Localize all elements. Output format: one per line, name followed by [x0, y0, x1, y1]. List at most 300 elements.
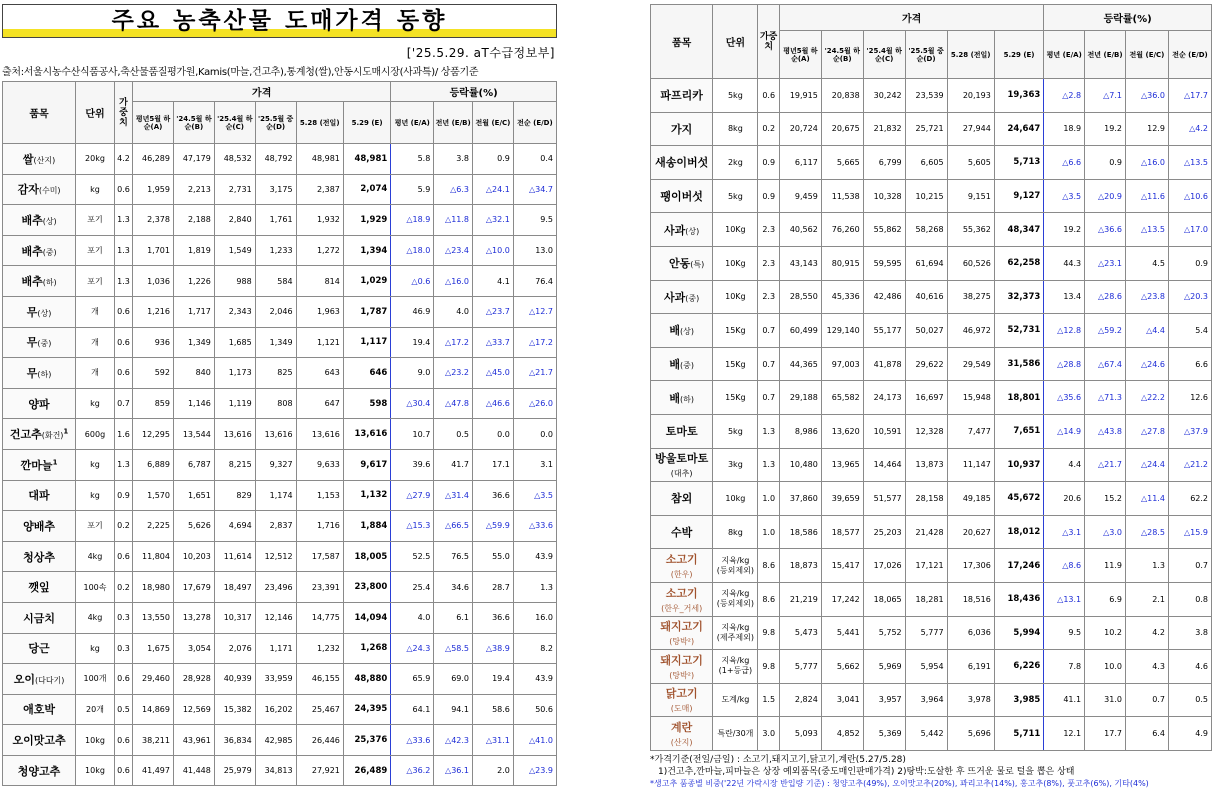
price-cell: 5,777 [905, 616, 947, 650]
price-cell: 55,362 [947, 213, 994, 247]
rate-cell: △47.8 [434, 388, 473, 419]
price-cell: 40,939 [214, 664, 255, 695]
price-cell: 18,516 [947, 582, 994, 616]
rate-cell: 17.1 [473, 449, 514, 480]
item-name-text: 오이맛고추 [12, 734, 66, 748]
item-name-text: 토마토 [665, 425, 698, 439]
price-today: 1,029 [343, 266, 390, 297]
rate-cell: 4.2 [1125, 616, 1168, 650]
rate-cell: 55.0 [473, 541, 514, 572]
rate-cell: 10.2 [1085, 616, 1126, 650]
price-cell: 13,278 [173, 602, 214, 633]
rate-cell: 9.5 [1044, 616, 1085, 650]
price-cell: 7,477 [947, 414, 994, 448]
item-name-text: 깻잎 [28, 581, 50, 595]
price-cell: 6,191 [947, 650, 994, 684]
price-cell: 16,697 [905, 381, 947, 415]
item-unit-text: 10Kg [725, 292, 746, 302]
item-name-text: 방울토마토 [655, 452, 709, 466]
price-cell: 28,550 [779, 280, 821, 314]
rate-cell: 64.1 [391, 694, 434, 725]
price-cell: 9,459 [779, 179, 821, 213]
footnote-marker: 1 [52, 458, 58, 467]
rate-cell: △11.4 [1125, 482, 1168, 516]
table-row [651, 582, 1212, 616]
item-name-text: 감자 [17, 183, 39, 197]
price-today: 32,373 [994, 280, 1044, 314]
price-cell: 23,391 [296, 572, 343, 603]
item-unit [76, 602, 115, 633]
price-cell: 8,986 [779, 414, 821, 448]
price-cell: 5,696 [947, 717, 994, 751]
item-unit [713, 246, 758, 280]
item-weight: 0.9 [114, 480, 132, 511]
item-unit-qualifier: (1+등급) [718, 666, 753, 676]
rate-cell: △6.3 [434, 174, 473, 205]
price-cell: 4,694 [214, 511, 255, 542]
item-unit-text: 포기 [87, 276, 103, 286]
header-rate-col: 전월 (E/C) [1125, 31, 1168, 79]
price-cell: 936 [133, 327, 174, 358]
price-cell: 1,226 [173, 266, 214, 297]
rate-cell: △24.4 [1125, 448, 1168, 482]
rate-cell: △37.9 [1168, 414, 1211, 448]
item-name-qualifier: (하) [37, 369, 52, 379]
price-cell: 12,512 [255, 541, 296, 572]
rate-cell: 0.4 [513, 144, 556, 175]
price-cell: 28,928 [173, 664, 214, 695]
price-cell: 6,036 [947, 616, 994, 650]
price-cell: 45,336 [821, 280, 863, 314]
item-name-qualifier: (중) [679, 361, 694, 371]
rate-cell: 6.6 [1168, 347, 1211, 381]
rate-cell: △23.1 [1085, 246, 1126, 280]
price-cell: 9,633 [296, 449, 343, 480]
rate-cell: △12.7 [513, 296, 556, 327]
rate-cell: △7.1 [1085, 79, 1126, 113]
price-today: 31,586 [994, 347, 1044, 381]
rate-cell: 7.8 [1044, 650, 1085, 684]
item-unit-text: 4kg [87, 613, 103, 623]
rate-cell: 19.2 [1085, 112, 1126, 146]
rate-cell: 17.7 [1085, 717, 1126, 751]
rate-cell: 0.8 [1168, 582, 1211, 616]
price-cell: 10,591 [863, 414, 905, 448]
price-cell: 1,272 [296, 235, 343, 266]
item-name-qualifier: (도매) [670, 704, 693, 714]
price-cell: 40,616 [905, 280, 947, 314]
rate-cell: 28.7 [473, 572, 514, 603]
item-name-text: 팽이버섯 [660, 190, 703, 204]
rate-cell: 4.1 [473, 266, 514, 297]
rate-cell: △42.3 [434, 725, 473, 756]
item-name-text: 닭고기 [665, 687, 698, 701]
table-row [651, 280, 1212, 314]
price-cell: 5,969 [863, 650, 905, 684]
item-unit [713, 280, 758, 314]
header-rate: 등락률(%) [1044, 5, 1212, 31]
price-cell: 47,179 [173, 144, 214, 175]
item-name-text: 대파 [28, 489, 50, 503]
price-cell: 25,721 [905, 112, 947, 146]
item-name-qualifier: (특) [690, 260, 705, 270]
item-name [651, 280, 713, 314]
item-unit [713, 482, 758, 516]
price-cell: 10,317 [214, 602, 255, 633]
price-today: 24,647 [994, 112, 1044, 146]
item-unit-text: 10kg [85, 766, 105, 776]
rate-cell: △27.8 [1125, 414, 1168, 448]
price-cell: 5,442 [905, 717, 947, 751]
item-unit-text: 10Kg [725, 258, 746, 268]
item-unit-text: kg [90, 184, 100, 194]
price-cell: 4,852 [821, 717, 863, 751]
rate-cell: 6.9 [1085, 582, 1126, 616]
item-unit-text: 5kg [727, 426, 743, 436]
item-unit-text: 10kg [85, 735, 105, 745]
item-name [651, 347, 713, 381]
rate-cell: 8.2 [513, 633, 556, 664]
price-cell: 2,343 [214, 296, 255, 327]
table-row [3, 602, 557, 633]
price-cell: 48,792 [255, 144, 296, 175]
price-today: 23,800 [343, 572, 390, 603]
item-weight: 1.3 [114, 205, 132, 236]
rate-cell: △23.4 [434, 235, 473, 266]
item-name-text: 돼지고기 [660, 620, 703, 634]
rate-cell: △28.6 [1085, 280, 1126, 314]
price-cell: 3,041 [821, 683, 863, 717]
price-cell: 43,143 [779, 246, 821, 280]
header-price-col: 5.29 (E) [343, 102, 390, 144]
price-cell: 18,497 [214, 572, 255, 603]
item-name [3, 602, 76, 633]
price-cell: 1,216 [133, 296, 174, 327]
item-unit-text: 8kg [727, 124, 743, 134]
header-rate-col: 전월 (E/C) [473, 102, 514, 144]
rate-cell: △3.1 [1044, 515, 1085, 549]
price-cell: 17,587 [296, 541, 343, 572]
rate-cell: 4.0 [434, 296, 473, 327]
table-row [651, 650, 1212, 684]
price-today: 24,395 [343, 694, 390, 725]
table-row [3, 205, 557, 236]
item-name-qualifier: (한우_거세) [661, 603, 703, 613]
price-today: 1,884 [343, 511, 390, 542]
notes [650, 754, 1212, 790]
price-cell: 59,595 [863, 246, 905, 280]
price-today: 1,268 [343, 633, 390, 664]
price-cell: 12,146 [255, 602, 296, 633]
price-cell: 1,685 [214, 327, 255, 358]
item-name-qualifier: (중) [685, 293, 700, 303]
item-unit [713, 414, 758, 448]
item-name [3, 296, 76, 327]
price-cell: 1,121 [296, 327, 343, 358]
item-weight: 0.7 [114, 388, 132, 419]
item-unit-text: 도계/kg [721, 695, 750, 705]
price-cell: 1,173 [214, 358, 255, 389]
price-cell: 15,382 [214, 694, 255, 725]
rate-cell: 9.5 [513, 205, 556, 236]
item-name-qualifier: (상) [37, 308, 52, 318]
item-name-text: 소고기 [665, 586, 698, 600]
header-rate-col: 전순 (E/D) [513, 102, 556, 144]
price-cell: 2,824 [779, 683, 821, 717]
header-unit: 단위 [76, 82, 115, 144]
rate-cell: 0.7 [1168, 549, 1211, 583]
rate-cell: △18.9 [391, 205, 434, 236]
item-unit [76, 174, 115, 205]
rate-cell: △17.2 [434, 327, 473, 358]
price-today: 6,226 [994, 650, 1044, 684]
price-cell: 5,777 [779, 650, 821, 684]
price-cell: 12,569 [173, 694, 214, 725]
item-unit-text: 지육/kg [721, 656, 750, 666]
rate-cell: △31.1 [473, 725, 514, 756]
item-unit [76, 664, 115, 695]
rate-cell: △24.6 [1125, 347, 1168, 381]
price-cell: 13,873 [905, 448, 947, 482]
price-today: 3,985 [994, 683, 1044, 717]
price-cell: 12,328 [905, 414, 947, 448]
item-unit [713, 314, 758, 348]
price-cell: 1,701 [133, 235, 174, 266]
price-cell: 13,544 [173, 419, 214, 450]
item-unit-text: 개 [91, 337, 99, 347]
rate-cell: 76.5 [434, 541, 473, 572]
price-cell: 1,119 [214, 388, 255, 419]
left-panel [2, 4, 557, 786]
rate-cell: 3.8 [434, 144, 473, 175]
price-cell: 5,605 [947, 146, 994, 180]
item-unit [76, 205, 115, 236]
price-cell: 2,213 [173, 174, 214, 205]
rate-cell: △2.8 [1044, 79, 1085, 113]
price-today: 48,880 [343, 664, 390, 695]
item-weight: 2.3 [758, 280, 779, 314]
item-name [3, 755, 76, 786]
rate-cell: 16.0 [513, 602, 556, 633]
price-cell: 5,626 [173, 511, 214, 542]
item-weight: 1.0 [758, 482, 779, 516]
table-row [651, 213, 1212, 247]
price-cell: 13,616 [255, 419, 296, 450]
header-price-col: 5.28 (전일) [947, 31, 994, 79]
price-cell: 5,752 [863, 616, 905, 650]
item-name-qualifier: (대추) [670, 469, 693, 479]
price-cell: 34,813 [255, 755, 296, 786]
item-name-qualifier: (산지) [670, 738, 693, 748]
price-cell: 5,093 [779, 717, 821, 751]
item-name [3, 235, 76, 266]
item-weight: 1.3 [758, 414, 779, 448]
header-item: 품목 [651, 5, 713, 79]
item-unit [713, 717, 758, 751]
item-unit-qualifier: (등외제외) [716, 599, 754, 609]
item-name-qualifier: (산지) [33, 155, 56, 165]
item-name-text: 청양고추 [17, 764, 61, 778]
rate-cell: 4.5 [1125, 246, 1168, 280]
price-today: 2,074 [343, 174, 390, 205]
price-cell: 55,862 [863, 213, 905, 247]
item-name-qualifier: (수미) [38, 186, 61, 196]
rate-cell: △27.9 [391, 480, 434, 511]
item-weight: 0.7 [758, 314, 779, 348]
item-name-text: 안동 [669, 257, 691, 271]
item-unit [76, 419, 115, 450]
price-cell: 2,840 [214, 205, 255, 236]
item-unit-text: kg [90, 460, 100, 470]
price-cell: 2,731 [214, 174, 255, 205]
table-row [651, 717, 1212, 751]
item-unit-text: 2kg [727, 157, 743, 167]
item-name [3, 633, 76, 664]
rate-cell: △23.8 [1125, 280, 1168, 314]
price-cell: 38,275 [947, 280, 994, 314]
item-name-text: 당근 [28, 642, 50, 656]
price-cell: 80,915 [821, 246, 863, 280]
item-name-text: 양배추 [23, 519, 55, 533]
price-cell: 11,614 [214, 541, 255, 572]
price-cell: 2,837 [255, 511, 296, 542]
header-item: 품목 [3, 82, 76, 144]
price-cell: 29,622 [905, 347, 947, 381]
item-weight: 0.6 [758, 79, 779, 113]
rate-cell: △3.5 [1044, 179, 1085, 213]
item-name-text: 가지 [671, 122, 693, 136]
price-cell: 10,215 [905, 179, 947, 213]
price-cell: 11,147 [947, 448, 994, 482]
right-price-table [650, 4, 1212, 751]
table-row [651, 381, 1212, 415]
item-unit-text: 10Kg [725, 225, 746, 235]
price-cell: 11,538 [821, 179, 863, 213]
item-weight: 0.6 [114, 174, 132, 205]
rate-cell: 0.5 [1168, 683, 1211, 717]
item-name-qualifier: (상) [42, 216, 57, 226]
note-price-basis: *가격기준(전일/금일) : 소고기,돼지고기,닭고기,계란(5.27/5.28) [650, 754, 906, 765]
rate-cell: △36.1 [434, 755, 473, 786]
item-name-qualifier: (다다기) [34, 675, 65, 685]
item-unit-text: 20개 [86, 704, 104, 714]
table-row [651, 347, 1212, 381]
item-name [651, 79, 713, 113]
rate-cell: 6.1 [434, 602, 473, 633]
rate-cell: △8.6 [1044, 549, 1085, 583]
rate-cell: 1.3 [1125, 549, 1168, 583]
price-today: 25,376 [343, 725, 390, 756]
item-unit [713, 112, 758, 146]
table-row [651, 146, 1212, 180]
item-name [3, 174, 76, 205]
item-unit [713, 146, 758, 180]
rate-cell: △12.8 [1044, 314, 1085, 348]
table-row [651, 482, 1212, 516]
price-cell: 592 [133, 358, 174, 389]
item-name-text: 배 [669, 391, 680, 405]
price-cell: 829 [214, 480, 255, 511]
price-cell: 5,662 [821, 650, 863, 684]
rate-cell: 34.6 [434, 572, 473, 603]
item-name-text: 쌀 [22, 152, 34, 166]
item-name-text: 배 [669, 324, 680, 338]
rate-cell: 12.6 [1168, 381, 1211, 415]
price-cell: 25,979 [214, 755, 255, 786]
price-cell: 10,203 [173, 541, 214, 572]
rate-cell: 20.6 [1044, 482, 1085, 516]
item-weight: 1.3 [758, 448, 779, 482]
rate-cell: 3.8 [1168, 616, 1211, 650]
price-cell: 27,944 [947, 112, 994, 146]
rate-cell: △17.7 [1168, 79, 1211, 113]
rate-cell: 41.1 [1044, 683, 1085, 717]
price-cell: 840 [173, 358, 214, 389]
price-cell: 14,775 [296, 602, 343, 633]
price-cell: 61,694 [905, 246, 947, 280]
rate-cell: 43.9 [513, 541, 556, 572]
table-row [3, 725, 557, 756]
rate-cell: △0.6 [391, 266, 434, 297]
price-cell: 18,065 [863, 582, 905, 616]
rate-cell: 94.1 [434, 694, 473, 725]
header-price: 가격 [133, 82, 391, 102]
rate-cell: △28.8 [1044, 347, 1085, 381]
note-pepper-share: *생고추 품종별 비중('22년 가락시장 반입량 기준) : 청양고추(49%), 오이맛고추(20%), 꽈리고추(14%), 홍고추(8%), 풋고추(6%), 기타(4%) [650, 778, 1149, 788]
price-cell: 42,486 [863, 280, 905, 314]
item-unit-text: 지육/kg [721, 622, 750, 632]
price-cell: 1,349 [255, 327, 296, 358]
rate-cell: △21.7 [1085, 448, 1126, 482]
rate-cell: △3.0 [1085, 515, 1126, 549]
item-unit-text: 20kg [85, 154, 105, 164]
rate-cell: △13.5 [1168, 146, 1211, 180]
price-cell: 39,659 [821, 482, 863, 516]
price-cell: 17,026 [863, 549, 905, 583]
item-weight: 0.7 [758, 381, 779, 415]
price-cell: 6,787 [173, 449, 214, 480]
price-cell: 23,496 [255, 572, 296, 603]
price-cell: 647 [296, 388, 343, 419]
rate-cell: 4.9 [1168, 717, 1211, 751]
item-unit-text: 지육/kg [721, 555, 750, 565]
item-weight: 1.3 [114, 449, 132, 480]
item-unit [76, 633, 115, 664]
item-unit [76, 511, 115, 542]
item-weight: 2.3 [758, 213, 779, 247]
rate-cell: △16.0 [1125, 146, 1168, 180]
price-cell: 20,675 [821, 112, 863, 146]
price-today: 18,801 [994, 381, 1044, 415]
item-name-text: 계란 [671, 721, 693, 735]
rate-cell: △43.8 [1085, 414, 1126, 448]
item-unit [76, 388, 115, 419]
item-name [651, 146, 713, 180]
price-cell: 43,961 [173, 725, 214, 756]
rate-cell: 0.7 [1125, 683, 1168, 717]
rate-cell: △30.4 [391, 388, 434, 419]
price-cell: 13,620 [821, 414, 863, 448]
rate-cell: 0.0 [473, 419, 514, 450]
item-unit-text: kg [90, 490, 100, 500]
item-weight: 0.5 [114, 694, 132, 725]
table-row [651, 246, 1212, 280]
price-cell: 2,387 [296, 174, 343, 205]
item-weight: 0.6 [114, 541, 132, 572]
item-name [651, 246, 713, 280]
rate-cell: 62.2 [1168, 482, 1211, 516]
rate-cell: △18.0 [391, 235, 434, 266]
